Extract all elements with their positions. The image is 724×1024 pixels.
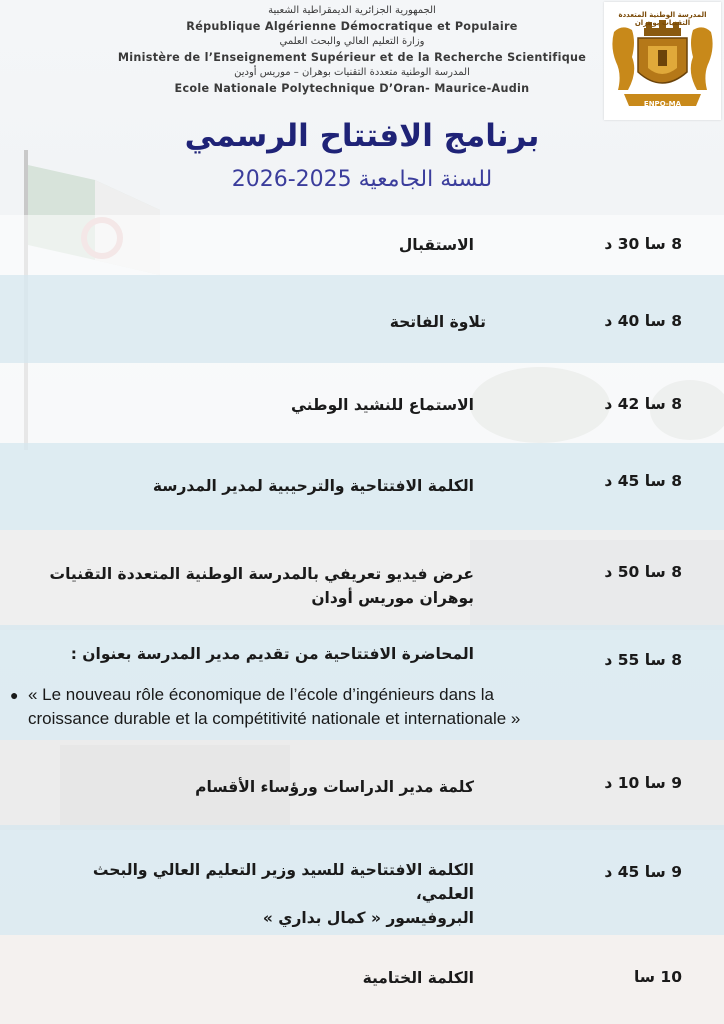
program-time: 8 سا 45 د [604, 472, 682, 490]
school-logo [604, 2, 721, 120]
program-row [0, 530, 724, 625]
program-time: 10 سا [633, 968, 682, 986]
program-time: 9 سا 10 د [604, 774, 682, 792]
bullet-icon: ● [10, 687, 19, 703]
program-time: 8 سا 30 د [604, 235, 682, 253]
logo-arabic-text: المدرسة الوطنية المتعددة التقنيات بوهران [618, 11, 707, 27]
lecture-title-quote [10, 683, 570, 731]
program-row [0, 443, 724, 530]
program-row [0, 825, 724, 935]
program-event-line2: البروفيسور « كمال بداري » [262, 909, 474, 927]
header-line-fr-3: Ecole Nationale Polytechnique D’Oran- Maurice-Audin [174, 81, 530, 95]
lecture-title-text: « Le nouveau rôle économique de l’école d’ingénieurs dans la croissance durable et la compétitivité nationale et internationale » [28, 685, 521, 728]
header-line-fr-1: République Algérienne Démocratique et Populaire [186, 19, 518, 33]
program-event [34, 858, 474, 930]
program-event: كلمة مدير الدراسات ورؤساء الأقسام [195, 778, 474, 796]
program-row [0, 935, 724, 1024]
program-time: 8 سا 50 د [604, 563, 682, 581]
header-line-ar-2: وزارة التعليم العالي والبحث العلمي [279, 36, 425, 47]
program-row [0, 275, 724, 363]
page-title: برنامج الافتتاح الرسمي [184, 118, 540, 154]
program-event: المحاضرة الافتتاحية من تقديم مدير المدرسة بعنوان : [70, 645, 474, 663]
program-time: 8 سا 40 د [604, 312, 682, 330]
header-line-ar-3: المدرسة الوطنية متعددة التقنيات بوهران – موريس أودين [234, 67, 470, 78]
program-event-line1: الكلمة الافتتاحية للسيد وزير التعليم العالي والبحث العلمي، [92, 861, 474, 903]
program-row [0, 215, 724, 275]
program-event: الاستماع للنشيد الوطني [290, 396, 474, 414]
program-row [0, 625, 724, 740]
program-time: 9 سا 45 د [604, 863, 682, 881]
program-event-line1: عرض فيديو تعريفي بالمدرسة الوطنية المتعددة التقنيات [49, 565, 474, 583]
program-row [0, 740, 724, 825]
program-event: الاستقبال [398, 236, 474, 254]
logo-wordmark: ENPO-MA [643, 100, 682, 108]
program-event-line2: بوهران موريس أودان [311, 589, 474, 607]
header-line-fr-2: Ministère de l’Enseignement Supérieur et de la Recherche Scientifique [117, 50, 587, 64]
program-row [0, 363, 724, 443]
page-subtitle: للسنة الجامعية 2025-2026 [231, 167, 493, 192]
program-event: تلاوة الفاتحة [389, 313, 486, 331]
program-event: الكلمة الافتتاحية والترحيبية لمدير المدرسة [152, 477, 474, 495]
institution-header [0, 3, 704, 96]
program-event [34, 562, 474, 610]
program-event: الكلمة الختامية [362, 969, 474, 987]
header-line-ar-1: الجمهورية الجزائرية الديمقراطية الشعبية [268, 5, 436, 16]
program-time: 8 سا 55 د [604, 651, 682, 669]
program-time: 8 سا 42 د [604, 395, 682, 413]
